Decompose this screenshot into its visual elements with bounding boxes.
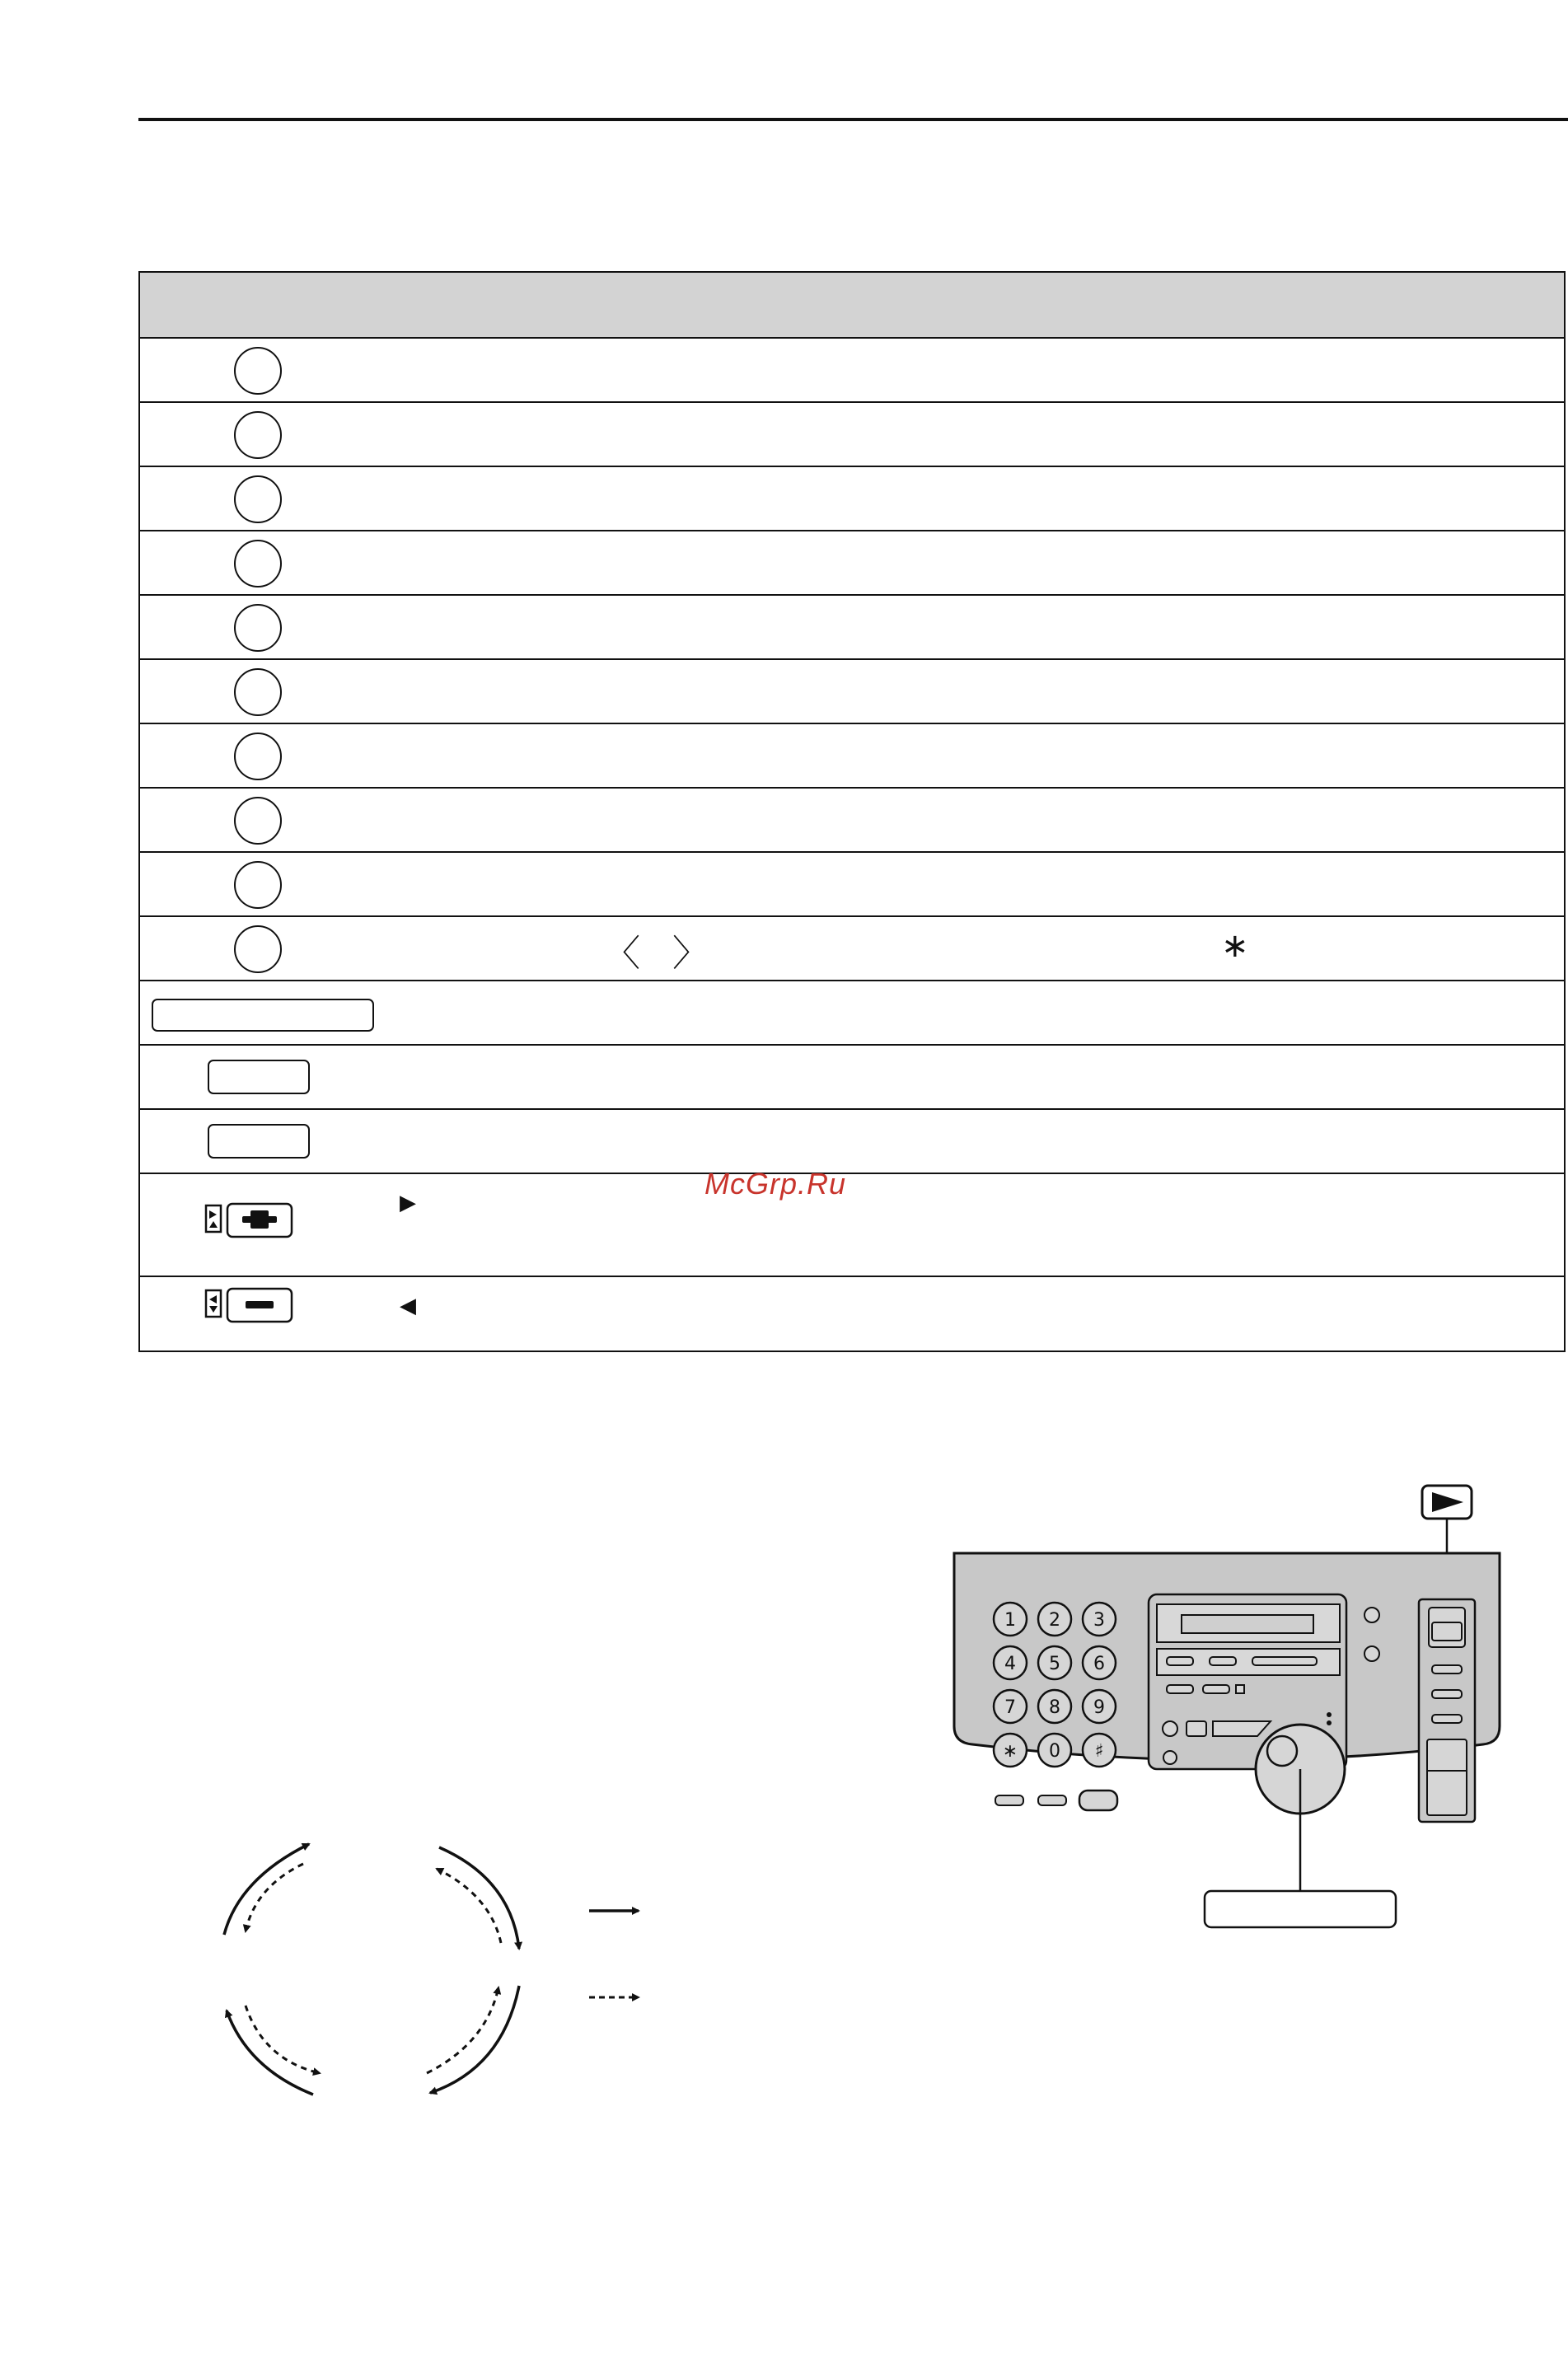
keypad-2: 2 xyxy=(1049,1610,1060,1631)
key-function-table xyxy=(138,271,1566,1352)
table-row xyxy=(140,596,1564,660)
dashed-arc-top-left xyxy=(246,1864,303,1931)
keypad-5: 5 xyxy=(1049,1654,1060,1674)
keypad-7: 7 xyxy=(1004,1697,1016,1718)
circle-key-1 xyxy=(234,347,282,395)
keypad-3: 3 xyxy=(1093,1610,1105,1631)
table-row xyxy=(140,1110,1564,1174)
keypad-pound: ♯ xyxy=(1094,1741,1104,1762)
circle-key-2 xyxy=(234,411,282,459)
fax-machine-panel-icon xyxy=(948,1479,1516,1940)
solid-arc-top-right xyxy=(439,1847,519,1949)
circle-key-7 xyxy=(234,733,282,780)
table-row xyxy=(140,660,1564,724)
table-row xyxy=(140,724,1564,789)
keypad-8: 8 xyxy=(1049,1697,1060,1718)
minus-key-icon xyxy=(204,1287,295,1327)
circle-key-10 xyxy=(234,925,282,973)
table-row xyxy=(140,467,1564,531)
cycle-diagram xyxy=(206,1829,667,2109)
keypad-1: 1 xyxy=(1004,1610,1016,1631)
circle-key-9 xyxy=(234,861,282,909)
keypad-star: ∗ xyxy=(1002,1741,1018,1762)
table-row xyxy=(140,531,1564,596)
table-row xyxy=(140,1174,1564,1277)
watermark: McGrp.Ru xyxy=(704,1167,847,1201)
circle-key-3 xyxy=(234,475,282,523)
table-row xyxy=(140,1277,1564,1341)
rect-key-2 xyxy=(208,1124,310,1159)
table-row xyxy=(140,789,1564,853)
left-triangle-glyph: ◀ xyxy=(400,1294,416,1318)
plus-key-icon xyxy=(204,1202,295,1242)
header-rule xyxy=(138,118,1568,121)
table-row xyxy=(140,403,1564,467)
right-triangle-glyph: ▶ xyxy=(400,1191,416,1215)
solid-arc-bottom-right xyxy=(430,1986,519,2093)
asterisk-glyph: ∗ xyxy=(1221,927,1249,965)
keypad-6: 6 xyxy=(1093,1654,1105,1674)
rect-key-1 xyxy=(208,1060,310,1094)
circle-key-6 xyxy=(234,668,282,716)
dashed-arc-top-right xyxy=(437,1869,501,1943)
table-row xyxy=(140,339,1564,403)
table-row xyxy=(140,981,1564,1046)
circle-key-5 xyxy=(234,604,282,652)
dashed-arc-bottom-left xyxy=(246,2006,320,2073)
right-bracket-glyph: 〉 xyxy=(672,933,709,975)
dashed-arc-bottom-right xyxy=(427,1987,498,2073)
keypad-9: 9 xyxy=(1093,1697,1105,1718)
keypad-4: 4 xyxy=(1004,1654,1016,1674)
dial-label-box xyxy=(1205,1891,1396,1927)
table-header xyxy=(140,273,1564,339)
table-row xyxy=(140,853,1564,917)
circle-key-8 xyxy=(234,797,282,845)
keypad-0: 0 xyxy=(1049,1741,1060,1762)
table-row xyxy=(140,1046,1564,1110)
wide-key xyxy=(152,999,374,1032)
left-bracket-glyph: 〈 xyxy=(604,933,640,975)
circle-key-4 xyxy=(234,540,282,587)
table-row xyxy=(140,917,1564,981)
solid-arc-bottom-left xyxy=(227,2011,313,2095)
